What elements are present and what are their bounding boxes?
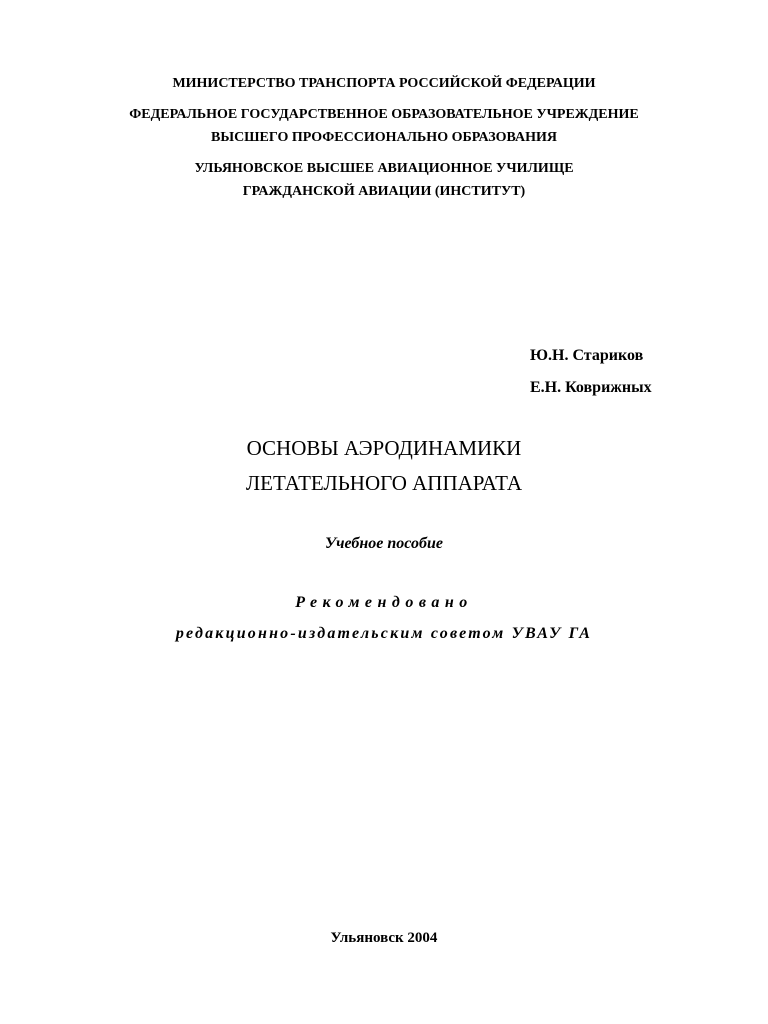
book-title-line1: ОСНОВЫ АЭРОДИНАМИКИ [246,436,522,460]
author-2: Е.Н. Коврижных [530,379,652,396]
institution-heading-line1: ФЕДЕРАЛЬНОЕ ГОСУДАРСТВЕННОЕ ОБРАЗОВАТЕЛЬНОЕ УЧРЕЖДЕНИЕ [129,107,639,122]
book-title-line2: ЛЕТАТЕЛЬНОГО АППАРАТА [245,471,523,495]
ministry-heading: МИНИСТЕРСТВО ТРАНСПОРТА РОССИЙСКОЙ ФЕДЕРАЦИИ [172,76,596,91]
recommendation-line1: Рекомендовано [295,594,473,611]
city-year: Ульяновск 2004 [330,930,438,946]
school-heading-line2: ГРАЖДАНСКОЙ АВИАЦИИ (ИНСТИТУТ) [242,184,526,199]
school-heading-line1: УЛЬЯНОВСКОЕ ВЫСШЕЕ АВИАЦИОННОЕ УЧИЛИЩЕ [194,161,574,176]
institution-heading-line2: ВЫСШЕГО ПРОФЕССИОНАЛЬНО ОБРАЗОВАНИЯ [210,130,557,145]
author-1: Ю.Н. Стариков [530,347,644,364]
document-type: Учебное пособие [325,535,443,552]
recommendation-line2: редакционно-издательским советом УВАУ ГА [175,625,593,642]
